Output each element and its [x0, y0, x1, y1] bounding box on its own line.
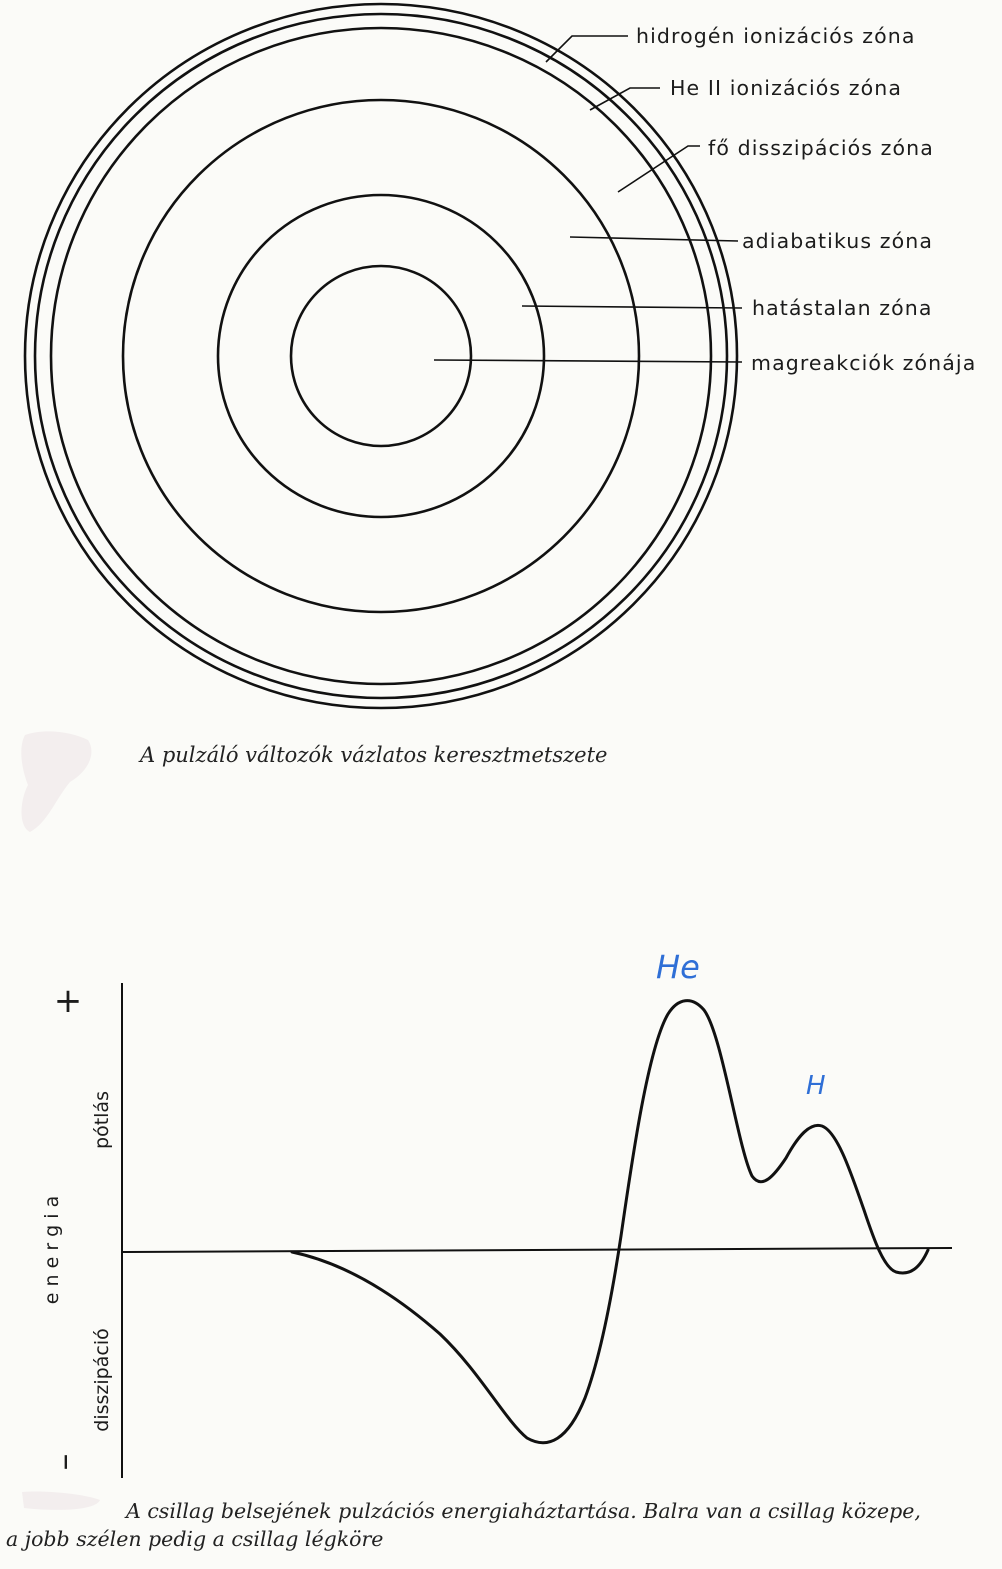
zone-label-ineffective: hatástalan zóna: [752, 296, 933, 320]
zone-label-he-ii: He II ionizációs zóna: [670, 76, 903, 100]
y-axis-label-dissipation: disszipáció: [91, 1328, 113, 1432]
peak-label-h: H: [806, 1071, 826, 1101]
ring-ineffective: [218, 195, 544, 517]
ring-adiabatic: [123, 100, 639, 612]
cross-section-caption: A pulzáló változók vázlatos keresztmetszete: [140, 743, 608, 767]
peak-label-he: He: [656, 948, 700, 986]
leader-line: [546, 36, 628, 62]
zone-label-adiabatic: adiabatikus zóna: [742, 229, 934, 253]
zero-line: [122, 1248, 952, 1252]
energy-caption-line-1: A csillag belsejének pulzációs energiaháztartása. Balra van a csillag közepe,: [126, 1499, 921, 1523]
ring-he-ii-ionization: [35, 14, 727, 698]
energy-curve: [292, 1001, 928, 1443]
scan-smudge: [22, 1491, 100, 1509]
y-axis-label-energy: e n e r g i a: [41, 1195, 63, 1305]
ring-hydrogen-ionization: [25, 4, 737, 708]
leader-line: [434, 360, 742, 362]
scan-smudge: [21, 731, 91, 832]
leader-line: [522, 306, 742, 308]
zone-label-hydrogen: hidrogén ionizációs zóna: [636, 24, 916, 48]
energy-plot: [41, 948, 952, 1478]
energy-caption-line-2: a jobb szélen pedig a csillag légköre: [6, 1527, 384, 1551]
plus-sign: +: [53, 981, 83, 1021]
ring-nuclear-core: [291, 266, 471, 446]
cross-section-diagram: [25, 4, 976, 708]
zone-label-nuclear: magreakciók zónája: [751, 351, 977, 375]
zone-label-dissipation: fő disszipációs zóna: [708, 136, 934, 160]
y-axis-label-replenishment: pótlás: [91, 1091, 113, 1149]
minus-sign: –: [44, 1453, 84, 1471]
ring-main-dissipation: [51, 28, 711, 684]
leader-line: [570, 237, 738, 241]
